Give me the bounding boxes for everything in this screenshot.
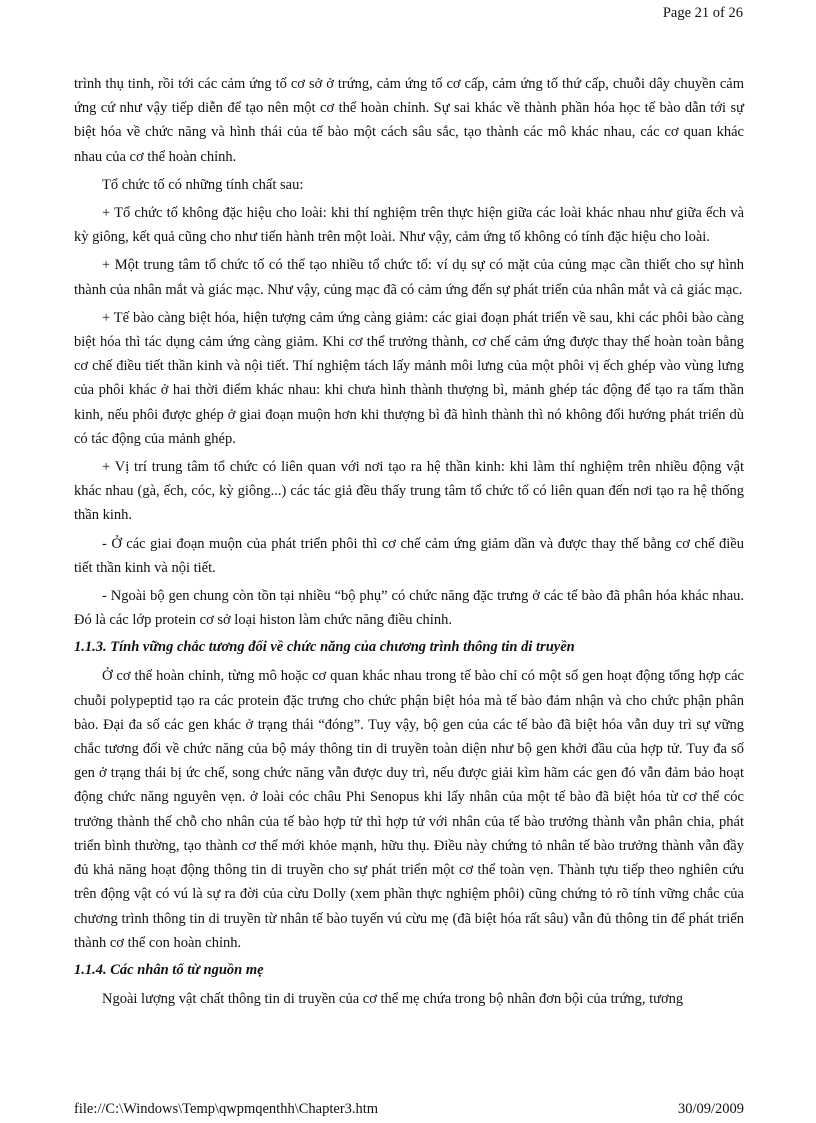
paragraph: Ngoài lượng vật chất thông tin di truyền của cơ thể mẹ chứa trong bộ nhân đơn bội của trứng, tương [102,990,684,1007]
list-item: - Ngoài bộ gen chung còn tồn tại nhiều “bộ phụ” có chức năng đặc trưng ở các tế bào đã phân hóa khác nhau. Đó là các lớp protein cơ sở loại histon làm chức năng điều chỉnh. [74,588,744,629]
list-item: + Một trung tâm tổ chức tố có thể tạo nhiều tổ chức tố: ví dụ sự có mặt của củng mạc cần thiết cho sự hình thành của nhân mắt và giác mạc. Như vậy, củng mạc đã có cảm ứng đến sự phát triển của nhân mắt và cả giác mạc. [74,257,744,298]
list-item: + Tổ chức tố không đặc hiệu cho loài: khi thí nghiệm trên thực hiện giữa các loài khác nhau như giữa ếch và kỳ giông, kết quả cũng cho như tiến hành trên một loài. Như vậy, cảm ứng tố không có tính đặc hiệu cho loài. [74,205,744,246]
file-path: file://C:\Windows\Temp\qwpmqenthh\Chapter3.htm [74,1101,379,1117]
paragraph: Tổ chức tố có những tính chất sau: [102,176,304,193]
section-heading: 1.1.4. Các nhân tố từ nguồn mẹ [74,961,264,978]
paragraph: Ở cơ thể hoàn chỉnh, từng mô hoặc cơ quan khác nhau trong tế bào chỉ có một số gen hoạt động tổng hợp các chuỗi polypeptid tạo ra các protein đặc trưng cho chức phận biệt hóa mà tế bào đảm nhận và cho chức phận phân bào. Đại đa số các gen khác ở trạng thái “đóng”. Tuy vậy, bộ gen của các tế bào đã biệt hóa vẫn duy trì sự vững chắc tương đối về chức năng của bộ máy thông tin di truyền toàn diện như bộ gen khởi đầu của hợp tử. Tuy đa số gen ở trạng thái bị ức chế, song chức năng vẫn được duy trì, nếu được giải kìm hãm các gen đó vẫn đảm bảo hoạt động chức năng nguyên vẹn. ở loài cóc châu Phi Senopus khi lấy nhân của một tế bào đã biệt hóa từ cơ thể cóc trưởng thành thế chỗ cho nhân của tế bào hợp tử thì hợp tử với nhân của tế bào trưởng thành vẫn phân chia, phát triển bình thường, tạo thành cơ thể mới khỏe mạnh, hữu thụ. Điều này chứng tỏ nhân tế bào trưởng thành vẫn đầy đủ khả năng hoạt động thông tin di truyền cho sự phát triển một cơ thể toàn vẹn. Thành tựu tiếp theo nghiên cứu trên động vật có vú là sự ra đời của cừu Dolly (xem phần thực nghiệm phôi) cũng chứng tỏ rõ tính vững chắc của chương trình thông tin di truyền từ nhân tế bào tuyến vú cừu mẹ (đã biệt hóa rất sâu) vẫn đủ thông tin để phát triển thành cơ thể con hoàn chỉnh. [74,668,744,951]
list-item: + Tế bào càng biệt hóa, hiện tượng cảm ứng càng giảm: các giai đoạn phát triển về sau, khi các phôi bào càng biệt hóa thì tác dụng cảm ứng càng giảm. Khi cơ thể trưởng thành, cơ chế cảm ứng được thay thế hoàn toàn bằng cơ chế điều tiết thần kinh và nội tiết. Thí nghiệm tách lấy mảnh môi lưng của một phôi vị ếch ghép vào vùng lưng của phôi khác ở hai thời điểm khác nhau: khi chưa hình thành thượng bì, mảnh ghép tác động để tạo ra tấm thần kinh, nếu phôi được ghép ở giai đoạn muộn hơn khi thượng bì đã hình thành thì nó không đổi hướng phát triển dù có tác động của mảnh ghép. [74,309,744,447]
page-number: Page 21 of 26 [662,5,743,21]
section-heading: 1.1.3. Tính vững chắc tương đối về chức năng của chương trình thông tin di truyền [74,639,575,656]
print-date: 30/09/2009 [677,1101,744,1117]
list-item: - Ở các giai đoạn muộn của phát triển phôi thì cơ chế cảm ứng giảm dần và được thay thế bằng cơ chế điều tiết thần kinh và nội tiết. [74,535,744,576]
document-body [74,72,744,1015]
list-item: + Vị trí trung tâm tổ chức có liên quan với nơi tạo ra hệ thần kinh: khi làm thí nghiệm trên nhiều động vật khác nhau (gà, ếch, cóc, kỳ giông...) các tác giả đều thấy trung tâm tổ chức tố có liên quan đến nơi tạo ra hệ thống thần kinh. [74,459,744,524]
paragraph: trình thụ tinh, rồi tới các cảm ứng tố cơ sở ở trứng, cảm ứng tố cơ cấp, cảm ứng tố thứ cấp, chuỗi dây chuyền cảm ứng cứ như vậy tiếp diễn để tạo nên một cơ thể hoàn chỉnh. Sự sai khác về thành phần hóa học tế bào dẫn tới sự biệt hóa về chức năng và hình thái của tế bào một cách sâu sắc, tạo thành các mô khác nhau, các cơ quan khác nhau của cơ thể hoàn chỉnh. [74,76,744,165]
